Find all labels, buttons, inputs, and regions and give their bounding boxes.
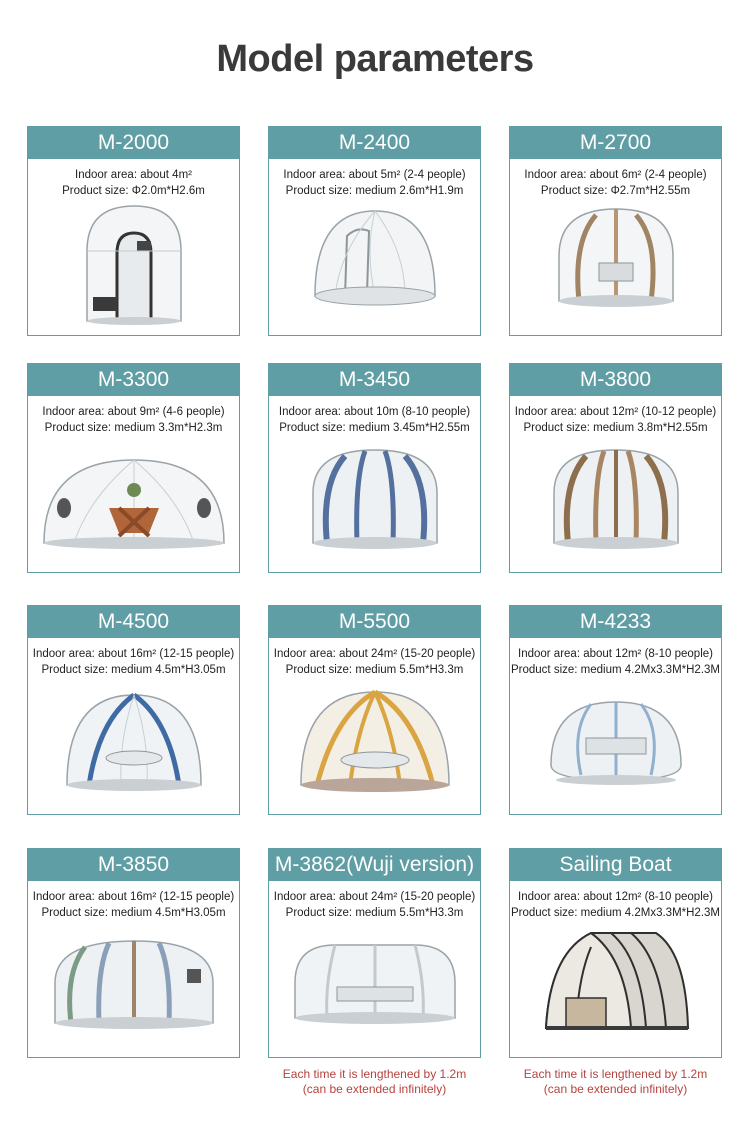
- note-line: Each time it is lengthened by 1.2m: [282, 1067, 467, 1081]
- card-indoor-area: Indoor area: about 16m² (12-15 people): [32, 648, 235, 660]
- gold-rib-dome-icon: [269, 680, 480, 810]
- card-indoor-area: Indoor area: about 24m² (15-20 people): [273, 648, 476, 660]
- product-card-m3300: [27, 363, 240, 573]
- card-indoor-area: Indoor area: about 12m² (10-12 people): [514, 406, 717, 418]
- sailing-boat-tent-icon: [510, 923, 721, 1053]
- product-card-m3850: [27, 848, 240, 1058]
- card-model-name: M-3800: [510, 364, 721, 396]
- card-indoor-area: Indoor area: about 16m² (12-15 people): [32, 891, 235, 903]
- card-product-size: Product size: medium 3.8m*H2.55m: [523, 422, 708, 434]
- page-title: Model parameters: [216, 38, 534, 80]
- card-model-name: M-4500: [28, 606, 239, 638]
- dining-dome-icon: [28, 438, 239, 568]
- extension-note-m3862: [268, 1067, 481, 1097]
- note-line: (can be extended infinitely): [543, 1082, 688, 1096]
- striped-dome-icon: [510, 201, 721, 331]
- wide-dome-icon: [28, 923, 239, 1053]
- note-line: (can be extended infinitely): [302, 1082, 447, 1096]
- card-indoor-area: Indoor area: about 24m² (15-20 people): [273, 891, 476, 903]
- card-indoor-area: Indoor area: about 4m²: [75, 169, 192, 181]
- product-card-m2700: [509, 126, 722, 336]
- card-model-name: M-3450: [269, 364, 480, 396]
- card-indoor-area: Indoor area: about 10m (8-10 people): [278, 406, 471, 418]
- card-model-name: M-3300: [28, 364, 239, 396]
- card-indoor-area: Indoor area: about 12m² (8-10 people): [518, 891, 713, 903]
- product-card-sailing-boat: [509, 848, 722, 1058]
- card-model-name: M-2400: [269, 127, 480, 159]
- card-product-size: Product size: Φ2.7m*H2.55m: [540, 185, 691, 197]
- card-indoor-area: Indoor area: about 9m² (4-6 people): [42, 406, 225, 418]
- card-model-name: M-5500: [269, 606, 480, 638]
- card-model-name: M-2000: [28, 127, 239, 159]
- card-product-size: Product size: medium 5.5m*H3.3m: [285, 907, 464, 919]
- card-product-size: Product size: medium 5.5m*H3.3m: [285, 664, 464, 676]
- capsule-dome-icon: [28, 201, 239, 331]
- note-line: Each time it is lengthened by 1.2m: [523, 1067, 708, 1081]
- oval-dome-icon: [510, 680, 721, 810]
- card-model-name: M-3850: [28, 849, 239, 881]
- card-product-size: Product size: medium 3.45m*H2.55m: [279, 422, 470, 434]
- product-card-m3450: [268, 363, 481, 573]
- card-product-size: Product size: medium 3.3m*H2.3m: [44, 422, 223, 434]
- product-card-m3862: [268, 848, 481, 1058]
- card-product-size: Product size: medium 2.6m*H1.9m: [285, 185, 464, 197]
- product-card-m5500: [268, 605, 481, 815]
- card-product-size: Product size: medium 4.2Mx3.3M*H2.3M: [511, 664, 720, 676]
- card-indoor-area: Indoor area: about 5m² (2-4 people): [283, 169, 466, 181]
- blue-rib-dome-icon: [28, 680, 239, 810]
- card-indoor-area: Indoor area: about 6m² (2-4 people): [524, 169, 707, 181]
- card-indoor-area: Indoor area: about 12m² (8-10 people): [518, 648, 713, 660]
- card-product-size: Product size: medium 4.2Mx3.3M*H2.3M: [511, 907, 720, 919]
- card-product-size: Product size: Φ2.0m*H2.6m: [62, 185, 205, 197]
- clear-dome-icon: [269, 201, 480, 331]
- brown-striped-dome-icon: [510, 438, 721, 568]
- product-card-m4233: [509, 605, 722, 815]
- long-dome-icon: [269, 923, 480, 1053]
- extension-note-sailing-boat: [509, 1067, 722, 1097]
- card-model-name: M-4233: [510, 606, 721, 638]
- product-card-m4500: [27, 605, 240, 815]
- product-card-m2000: [27, 126, 240, 336]
- product-card-m3800: [509, 363, 722, 573]
- card-product-size: Product size: medium 4.5m*H3.05m: [41, 907, 226, 919]
- card-model-name: M-2700: [510, 127, 721, 159]
- card-product-size: Product size: medium 4.5m*H3.05m: [41, 664, 226, 676]
- blue-striped-dome-icon: [269, 438, 480, 568]
- card-model-name: M-3862(Wuji version): [269, 849, 480, 881]
- product-card-m2400: [268, 126, 481, 336]
- card-model-name: Sailing Boat: [510, 849, 721, 881]
